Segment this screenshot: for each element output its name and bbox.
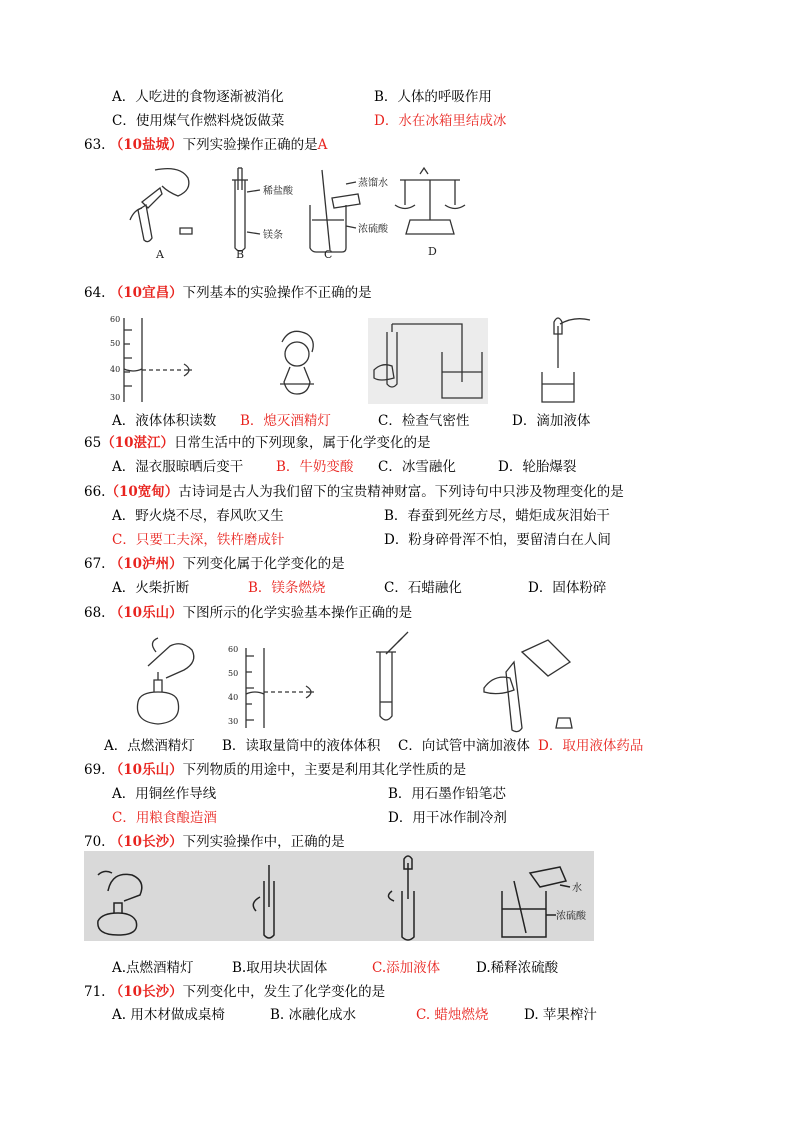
q70-stem	[84, 833, 345, 851]
q68-option-c: C．向试管中滴加液体	[398, 738, 530, 754]
q68-stem	[84, 604, 412, 622]
q66-option-c: C．只要工夫深，铁杵磨成针	[112, 532, 285, 548]
answer-key: A	[317, 137, 328, 153]
q70-option-d: D.稀释浓硫酸	[476, 960, 559, 976]
question-source: （10乐山）	[109, 605, 183, 621]
cyl-tick-30: 30	[110, 393, 121, 402]
q65-option-b: B．牛奶变酸	[276, 459, 354, 475]
q69-stem	[84, 761, 466, 779]
q68-option-b: B．读取量筒中的液体体积	[222, 738, 381, 754]
label-conc-h2so4: 浓硫酸	[556, 911, 586, 922]
question-text: 下列变化中，发生了化学变化的是	[182, 984, 386, 1000]
question-source: （10湛江）	[101, 435, 174, 451]
q71-option-d: D. 苹果榨汁	[524, 1007, 597, 1023]
cyl-tick-30: 30	[228, 717, 239, 726]
q66-option-b: B．春蚕到死丝方尽，蜡炬成灰泪始干	[384, 508, 610, 524]
question-number: 69.	[84, 762, 106, 778]
q67-option-d: D．固体粉碎	[528, 580, 607, 596]
q70-option-b: B.取用块状固体	[232, 960, 328, 976]
question-number: 68.	[84, 605, 106, 621]
q69-option-c: C．用粮食酿造酒	[112, 810, 217, 826]
question-source: （10宽甸）	[105, 484, 179, 500]
caption-d: D	[428, 245, 437, 258]
q64-option-d: D．滴加液体	[512, 413, 591, 429]
question-text: 下列基本的实验操作不正确的是	[182, 285, 372, 301]
question-text: 下列实验操作正确的是	[182, 137, 318, 153]
question-number: 63.	[84, 137, 106, 153]
cyl-tick-60: 60	[228, 645, 239, 654]
question-number: 66.	[84, 484, 106, 500]
q71-option-c: C. 蜡烛燃烧	[416, 1007, 489, 1023]
q69-option-b: B．用石墨作铅笔芯	[388, 786, 506, 802]
label-dilute-hcl: 稀盐酸	[263, 186, 293, 197]
label-water: 水	[572, 883, 582, 894]
q70-photo-strip	[84, 851, 594, 941]
q62-option-c: C．使用煤气作燃料烧饭做菜	[112, 113, 285, 129]
q67-option-c: C．石蜡融化	[384, 580, 462, 596]
question-text: 下列实验操作中，正确的是	[182, 834, 345, 850]
question-text: 下列变化属于化学变化的是	[182, 556, 345, 572]
q70-option-c: C.添加液体	[372, 960, 441, 976]
q71-stem	[84, 983, 385, 1001]
q65-stem	[84, 434, 430, 452]
q62-option-a: A．人吃进的食物逐渐被消化	[112, 89, 284, 105]
question-source: （10乐山）	[109, 762, 183, 778]
question-source: （10长沙）	[109, 834, 183, 850]
cyl-tick-50: 50	[228, 669, 239, 678]
q66-option-d: D．粉身碎骨浑不怕，要留清白在人间	[384, 532, 611, 548]
question-source: （10长沙）	[109, 984, 183, 1000]
question-number: 67.	[84, 556, 106, 572]
question-text: 日常生活中的下列现象，属于化学变化的是	[173, 435, 431, 451]
question-text: 古诗词是古人为我们留下的宝贵精神财富。下列诗句中只涉及物理变化的是	[178, 484, 624, 500]
caption-b: B	[236, 248, 245, 261]
q69-option-d: D．用干冰作制冷剂	[388, 810, 507, 826]
q64-option-b: B．熄灭酒精灯	[240, 413, 331, 429]
cyl-tick-40: 40	[228, 693, 239, 702]
q62-option-d: D．水在冰箱里结成冰	[374, 113, 507, 129]
cyl-tick-60: 60	[110, 315, 121, 324]
q68-figure	[118, 632, 588, 732]
label-magnesium: 镁条	[263, 230, 283, 241]
question-number: 64.	[84, 285, 106, 301]
q69-option-a: A．用铜丝作导线	[112, 786, 217, 802]
question-number: 71.	[84, 984, 106, 1000]
q67-stem	[84, 555, 345, 573]
q71-option-a: A. 用木材做成桌椅	[112, 1007, 225, 1023]
q71-option-b: B. 冰融化成水	[270, 1007, 357, 1023]
question-number: 70.	[84, 834, 106, 850]
q65-option-a: A．湿衣服晾晒后变干	[112, 459, 244, 475]
cyl-tick-50: 50	[110, 339, 121, 348]
q68-option-d: D．取用液体药品	[538, 738, 644, 754]
q64-option-a: A．液体体积读数	[112, 413, 217, 429]
q67-option-a: A．火柴折断	[112, 580, 190, 596]
question-source: （10宜昌）	[109, 285, 183, 301]
q65-option-d: D．轮胎爆裂	[498, 459, 577, 475]
q65-option-c: C．冰雪融化	[378, 459, 456, 475]
cyl-tick-40: 40	[110, 365, 121, 374]
question-source: （10盐城）	[109, 137, 183, 153]
label-conc-h2so4: 浓硫酸	[358, 224, 388, 235]
caption-a: A	[156, 248, 164, 261]
q64-figure	[112, 312, 612, 408]
q67-option-b: B．镁条燃烧	[248, 580, 326, 596]
label-distilled-water: 蒸馏水	[358, 178, 388, 189]
question-source: （10泸州）	[109, 556, 183, 572]
q62-option-b: B．人体的呼吸作用	[374, 89, 492, 105]
q63-figure	[120, 160, 460, 270]
q70-option-a: A.点燃酒精灯	[112, 960, 194, 976]
q68-option-a: A．点燃酒精灯	[104, 738, 195, 754]
q66-option-a: A．野火烧不尽，春风吹又生	[112, 508, 284, 524]
q66-stem	[84, 483, 624, 501]
caption-c: C	[324, 248, 333, 261]
question-text: 下列物质的用途中，主要是利用其化学性质的是	[182, 762, 467, 778]
question-text: 下图所示的化学实验基本操作正确的是	[182, 605, 413, 621]
q70-figure	[84, 851, 594, 941]
q63-stem	[84, 136, 327, 154]
question-number: 65	[84, 435, 102, 451]
q64-option-c: C．检查气密性	[378, 413, 470, 429]
q64-stem	[84, 284, 372, 302]
